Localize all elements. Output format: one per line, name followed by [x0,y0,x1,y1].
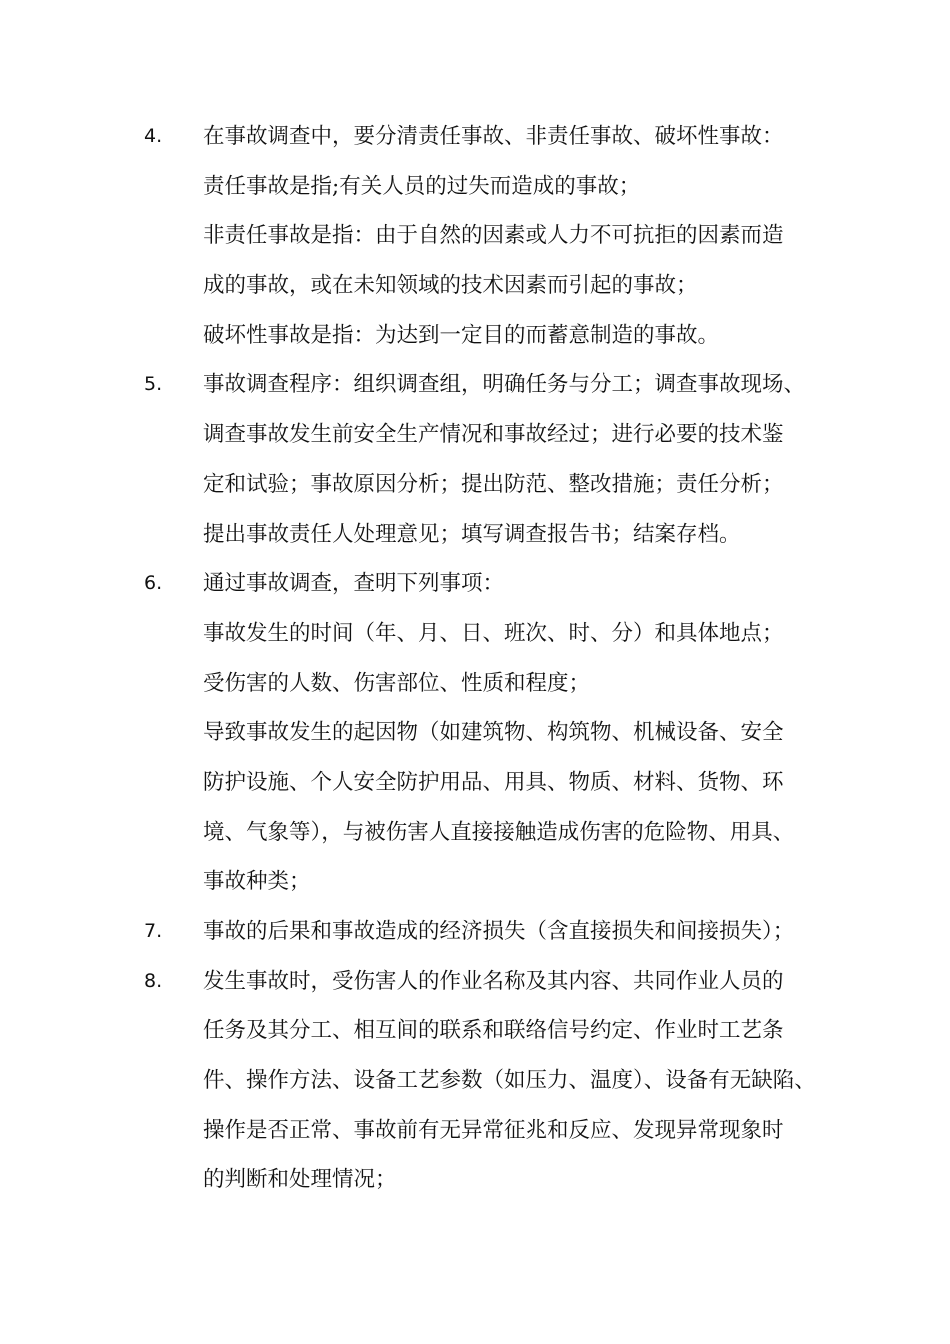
item-text-line: 件、操作方法、设备工艺参数（如压力、温度）、设备有无缺陷、 [203,1068,816,1094]
item-text-line: 通过事故调查，查明下列事项： [203,571,505,597]
item-text-line: 操作是否正常、事故前有无异常征兆和反应、发现异常现象时 [203,1117,784,1143]
item-number: 8. [144,969,163,992]
item-text-line: 事故发生的时间（年、月、日、班次、时、分）和具体地点； [203,620,784,646]
item-text-line: 事故的后果和事故造成的经济损失（含直接损失和间接损失）； [203,919,795,944]
item-text-line: 定和试验；事故原因分析；提出防范、整改措施；责任分析； [203,471,784,497]
numbered-list [0,112,950,1205]
list-item-6 [0,559,950,907]
item-text-line: 的判断和处理情况； [203,1167,397,1193]
list-item-5 [0,360,950,559]
item-text-line: 发生事故时，受伤害人的作业名称及其内容、共同作业人员的 [203,968,784,994]
item-text-line: 责任事故是指;有关人员的过失而造成的事故； [203,173,641,199]
item-text-line: 调查事故发生前安全生产情况和事故经过；进行必要的技术鉴 [203,422,784,448]
list-item-4 [0,112,950,360]
list-item-8 [0,957,950,1205]
item-text-line: 破坏性事故是指：为达到一定目的而蓄意制造的事故。 [203,322,720,348]
item-text-line: 事故种类； [203,869,311,895]
item-text-line: 任务及其分工、相互间的联系和联络信号约定、作业时工艺条 [203,1018,784,1044]
item-number: 7. [144,920,163,942]
item-text-line: 提出事故责任人处理意见；填写调查报告书；结案存档。 [203,521,741,547]
item-number: 5. [144,373,163,396]
item-number: 6. [144,572,163,595]
item-text-line: 导致事故发生的起因物（如建筑物、构筑物、机械设备、安全 [203,720,784,746]
item-text-line: 境、气象等），与被伤害人直接接触造成伤害的危险物、用具、 [203,819,795,845]
item-text-line: 事故调查程序：组织调查组，明确任务与分工；调查事故现场、 [203,372,806,398]
list-item-7 [0,907,950,957]
item-text-line: 非责任事故是指：由于自然的因素或人力不可抗拒的因素而造 [203,223,784,249]
item-number: 4. [144,125,163,147]
item-text-line: 在事故调查中，要分清责任事故、非责任事故、破坏性事故： [203,124,784,149]
item-text-line: 防护设施、个人安全防护用品、用具、物质、材料、货物、环 [203,769,784,795]
item-text-line: 受伤害的人数、伤害部位、性质和程度； [203,670,591,696]
item-text-line: 成的事故，或在未知领域的技术因素而引起的事故； [203,273,698,299]
